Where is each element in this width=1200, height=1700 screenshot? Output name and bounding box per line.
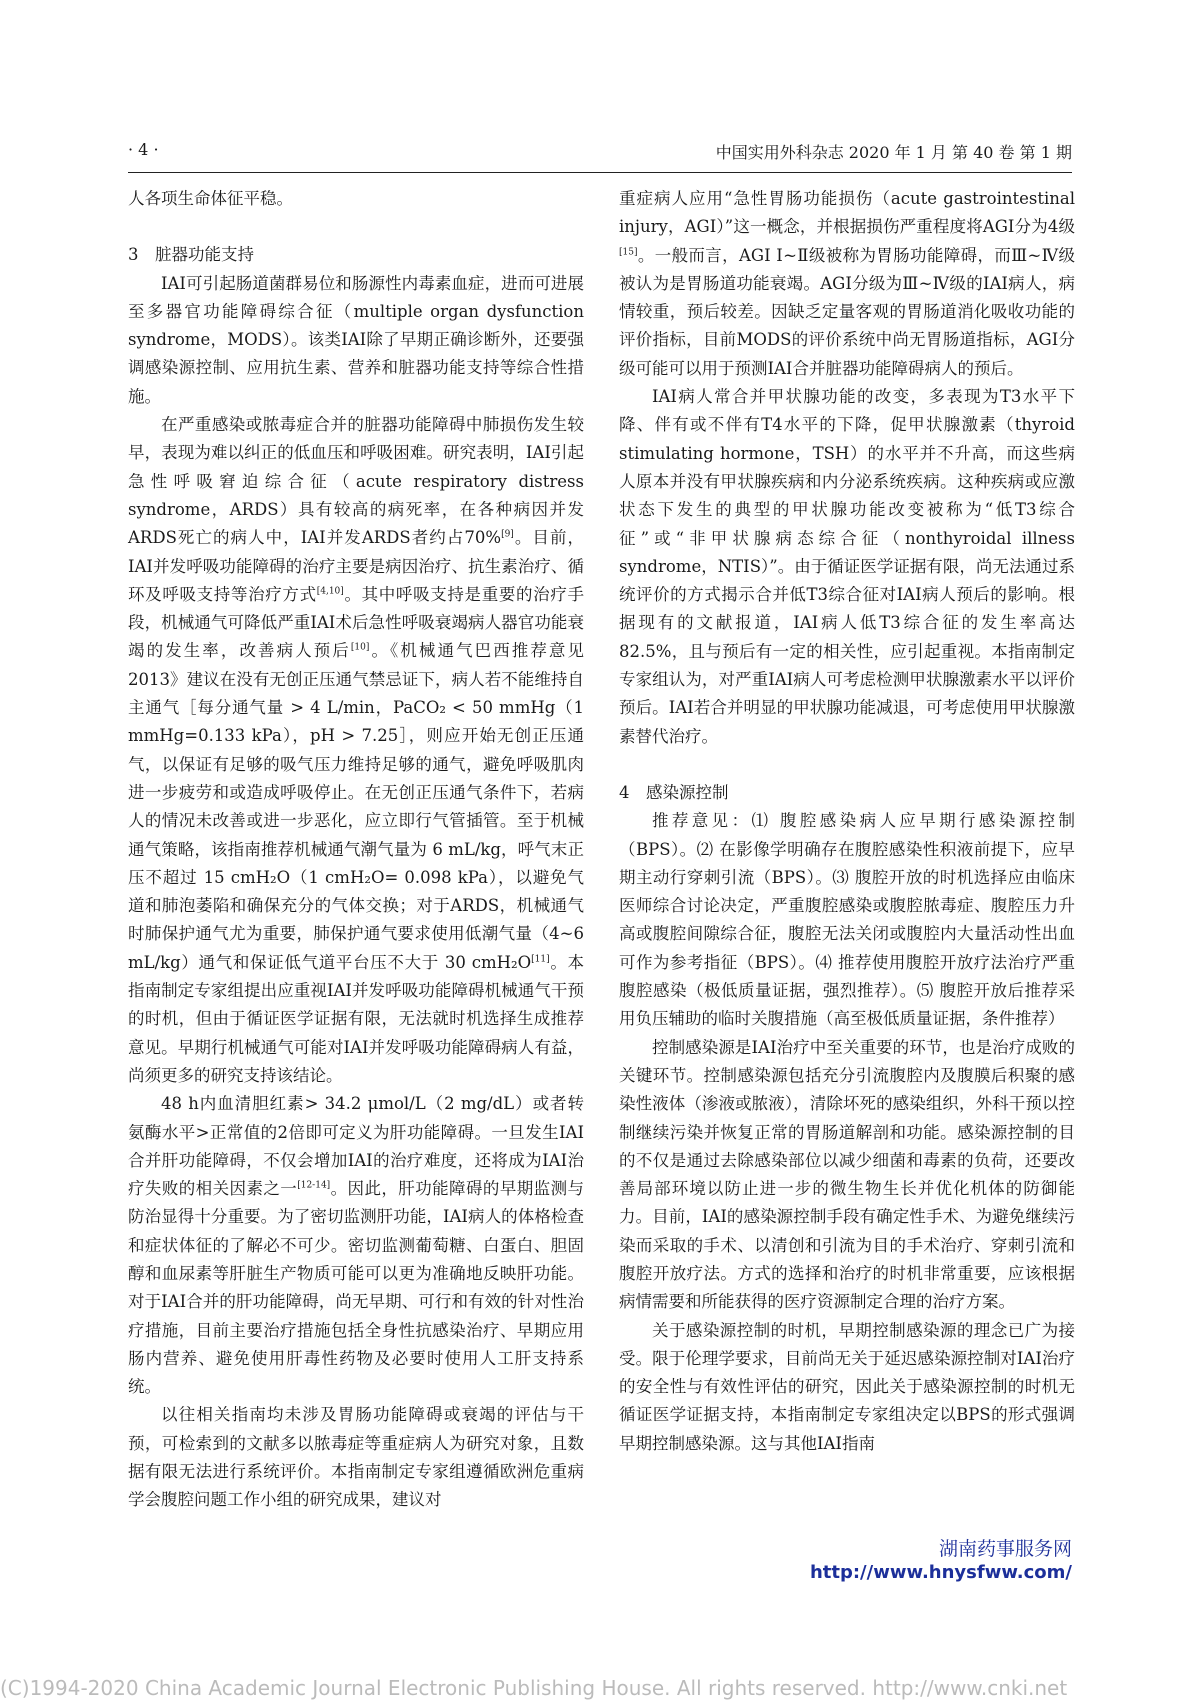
citation: [11]: [531, 954, 550, 965]
page-number: · 4 ·: [128, 140, 159, 159]
paragraph: 48 h内血清胆红素> 34.2 μmol/L（2 mg/dL）或者转氨酶水平>正常值的2倍即可定义为肝功能障碍。一旦发生IAI合并肝功能障碍，不仅会增加IAI的治疗难度，还将成为IAI治疗失败的相关因素之一[12-14]。因此，肝功能障碍的早期监测与防治显得十分重要。为了密切监测肝功能，IAI病人的体格检查和症状体征的了解必不可少。密切监测葡萄糖、白蛋白、胆固醇和血尿素等肝脏生产物质可能可以更为准确地反映肝功能。对于IAI合并的肝功能障碍，尚无早期、可行和有效的针对性治疗措施，目前主要治疗措施包括全身性抗感染治疗、早期应用肠内营养、避免使用肝毒性药物及必要时使用人工肝支持系统。: [128, 1094, 585, 1397]
paragraph: 控制感染源是IAI治疗中至关重要的环节，也是治疗成败的关键环节。控制感染源包括充分引流腹腔内及腹膜后积聚的感染性液体（渗液或脓液），清除坏死的感染组织，外科干预以控制继续污染并恢复正常的胃肠道解剖和功能。感染源控制的目的不仅是通过去除感染部位以减少细菌和毒素的负荷，还要改善局部环境以防止进一步的微生物生长并优化机体的防御能力。目前，IAI的感染源控制手段有确定性手术、为避免继续污染而采取的手术、以清创和引流为目的手术治疗、穿刺引流和腹腔开放疗法。方式的选择和治疗的时机非常重要，应该根据病情需要和所能获得的医疗资源制定合理的治疗方案。: [619, 1037, 1075, 1312]
section-heading-3: 3 脏器功能支持: [128, 245, 254, 265]
left-column: [128, 185, 584, 1515]
paragraph: 以往相关指南均未涉及胃肠功能障碍或衰竭的评估与干预，可检索到的文献多以脓毒症等重症病人为研究对象，且数据有限无法进行系统评价。本指南制定专家组遵循欧洲危重病学会腹腔问题工作小组的研究成果，建议对: [128, 1405, 584, 1510]
journal-title: 中国实用外科杂志 2020 年 1 月 第 40 卷 第 1 期: [715, 143, 1072, 162]
paragraph: 关于感染源控制的时机，早期控制感染源的理念已广为接受。限于伦理学要求，目前尚无关于延迟感染源控制对IAI治疗的安全性与有效性评估的研究，因此关于感染源控制的时机无循证医学证据支持，本指南制定专家组决定以BPS的形式强调早期控制感染源。这与其他IAI指南: [619, 1320, 1075, 1453]
paragraph: IAI可引起肠道菌群易位和肠源性内毒素血症，进而可进展至多器官功能障碍综合征（multiple organ dysfunction syndrome，MODS）。该类IAI除了早期正确诊断外，还要强调感染源控制、应用抗生素、营养和脏器功能支持等综合性措施。: [128, 273, 584, 406]
page-header: [128, 140, 1072, 170]
paragraph: 在严重感染或脓毒症合并的脏器功能障碍中肺损伤发生较早，表现为难以纠正的低血压和呼吸困难。研究表明，IAI引起急性呼吸窘迫综合征（acute respiratory distress syndrome，ARDS）具有较高的病死率，在各种病因并发ARDS死亡的病人中，IAI并发ARDS者约占70%[9]。目前，IAI并发呼吸功能障碍的治疗主要是病因治疗、抗生素治疗、循环及呼吸支持等治疗方式[4,10]。其中呼吸支持是重要的治疗手段，机械通气可降低严重IAI术后急性呼吸衰竭病人器官功能衰竭的发生率，改善病人预后[10]。《机械通气巴西推荐意见 2013》建议在没有无创正压通气禁忌证下，病人若不能维持自主通气［每分通气量 > 4 L/min，PaCO₂ < 50 mmHg（1 mmHg=0.133 kPa），pH > 7.25］，则应开始无创正压通气，以保证有足够的吸气压力维持足够的通气，避免呼吸肌肉进一步疲劳和或造成呼吸停止。在无创正压通气条件下，若病人的情况未改善或进一步恶化，应立即行气管插管。至于机械通气策略，该指南推荐机械通气潮气量为 6 mL/kg，呼气末正压不超过 15 cmH₂O（1 cmH₂O= 0.098 kPa），以避免气道和肺泡萎陷和确保充分的气体交换；对于ARDS，机械通气时肺保护通气尤为重要，肺保护通气要求使用低潮气量（4~6 mL/kg）通气和保证低气道平台压不大于 30 cmH₂O[11]。本指南制定专家组提出应重视IAI并发呼吸功能障碍机械通气干预的时机，但由于循证医学证据有限，无法就时机选择生成推荐意见。早期行机械通气可能对IAI并发呼吸功能障碍病人有益，尚须更多的研究支持该结论。: [128, 415, 585, 1085]
citation: [12-14]: [297, 1180, 331, 1191]
citation: [10]: [350, 642, 370, 653]
watermark-url[interactable]: http://www.hnysfww.com/: [809, 1562, 1072, 1583]
watermark-name: 湖南药事服务网: [938, 1538, 1072, 1560]
citation: [15]: [619, 247, 638, 258]
citation: [9]: [501, 529, 514, 540]
paragraph: 重症病人应用“急性胃肠功能损伤（acute gastrointestinal injury，AGI）”这一概念，并根据损伤严重程度将AGI分为4级[15]。一般而言，AGI Ⅰ~Ⅱ级被称为胃肠功能障碍，而Ⅲ~Ⅳ级被认为是胃肠道功能衰竭。AGI分级为Ⅲ~Ⅳ级的IAI病人，病情较重，预后较差。因缺乏定量客观的胃肠道消化吸收功能的评价指标，目前MODS的评价系统中尚无胃肠道指标，AGI分级可能可以用于预测IAI合并脏器功能障碍病人的预后。: [619, 189, 1075, 378]
section-heading-4: 4 感染源控制: [619, 782, 729, 802]
copyright-notice: (C)1994-2020 China Academic Journal Electronic Publishing House. All rights reserved. http://www.cnki.net: [0, 1676, 1068, 1700]
paragraph: 人各项生命体征平稳。: [128, 189, 293, 208]
header-rule: [128, 172, 1072, 173]
paragraph: IAI病人常合并甲状腺功能的改变，多表现为T3水平下降、伴有或不伴有T4水平的下降，促甲状腺激素（thyroid stimulating hormone，TSH）的水平并不升高，而这些病人原本并没有甲状腺疾病和内分泌系统疾病。这种疾病或应激状态下发生的典型的甲状腺功能改变被称为“低T3综合征”或“非甲状腺病态综合征（nonthyroidal illness syndrome，NTIS）”。由于循证医学证据有限，尚无法通过系统评价的方式揭示合并低T3综合征对IAI病人预后的影响。根据现有的文献报道，IAI病人低T3综合征的发生率高达82.5%，且与预后有一定的相关性，应引起重视。本指南制定专家组认为，对严重IAI病人可考虑检测甲状腺激素水平以评价预后。IAI若合并明显的甲状腺功能减退，可考虑使用甲状腺激素替代治疗。: [619, 387, 1075, 746]
right-column: [619, 185, 1075, 1458]
recommendation: 推荐意见：⑴ 腹腔感染病人应早期行感染源控制（BPS）。⑵ 在影像学明确存在腹腔感染性积液前提下，应早期主动行穿刺引流（BPS）。⑶ 腹腔开放的时机选择应由临床医师综合讨论决定，严重腹腔感染或腹腔脓毒症、腹腔压力升高或腹腔间隙综合征，腹腔无法关闭或腹腔内大量活动性出血可作为参考指征（BPS）。⑷ 推荐使用腹腔开放疗法治疗严重腹腔感染（极低质量证据，强烈推荐）。⑸ 腹腔开放后推荐采用负压辅助的临时关腹措施（高至极低质量证据，条件推荐）: [619, 811, 1075, 1029]
citation: [4,10]: [316, 586, 344, 597]
